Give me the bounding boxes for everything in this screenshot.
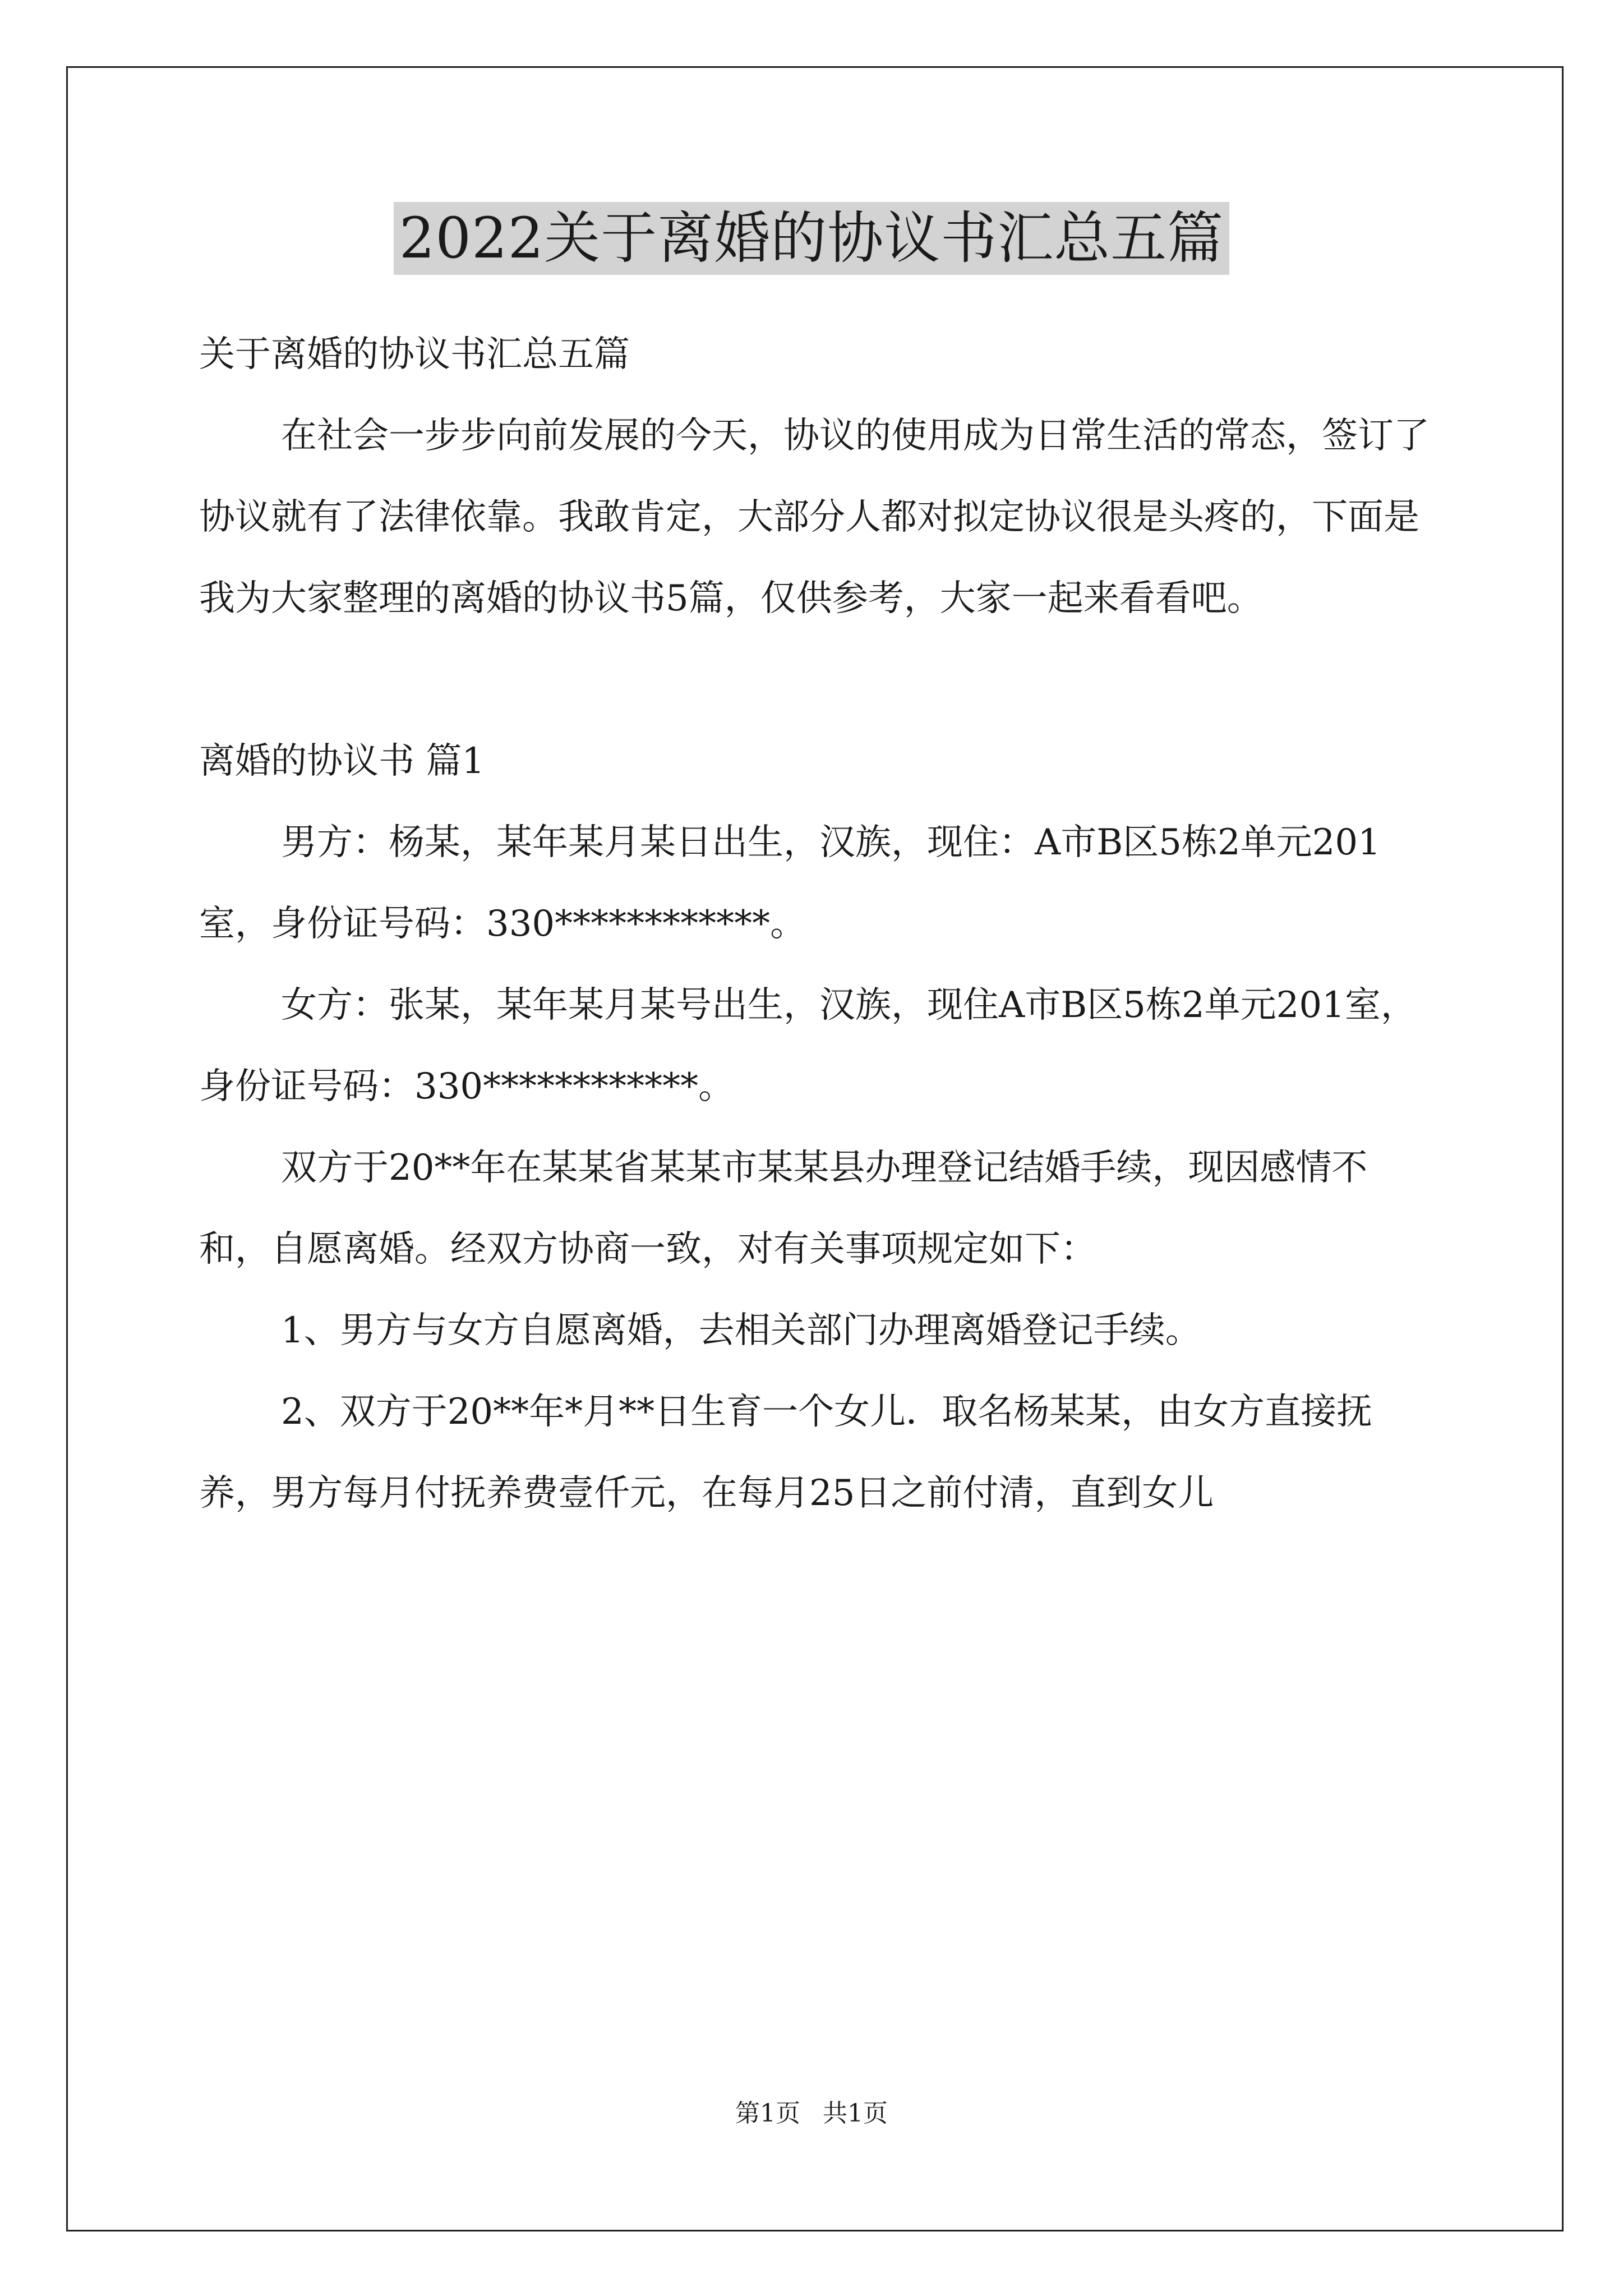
paragraph-marriage-background: 双方于20**年在某某省某某市某某县办理登记结婚手续，现因感情不和，自愿离婚。经双方协商一致，对有关事项规定如下： <box>199 1147 1368 1270</box>
intro-paragraph: 在社会一步步向前发展的今天，协议的使用成为日常生活的常态，签订了协议就有了法律依靠。我敢肯定，大部分人都对拟定协议很是头疼的，下面是我为大家整理的离婚的协议书5篇，仅供参考，大家一起来看看吧。 <box>199 415 1430 619</box>
paragraph-clause-2: 2、双方于20**年*月**日生育一个女儿．取名杨某某，由女方直接抚养，男方每月付抚养费壹仟元，在每月25日之前付清，直到女儿 <box>199 1391 1373 1514</box>
section-heading: 离婚的协议书 篇1 <box>199 740 485 782</box>
section-spacer <box>199 639 1433 721</box>
page-total: 共1页 <box>823 2099 888 2128</box>
paragraph-clause-1: 1、男方与女方自愿离婚，去相关部门办理离婚登记手续。 <box>281 1310 1201 1351</box>
page-footer <box>0 2097 1623 2131</box>
document-subtitle: 关于离婚的协议书汇总五篇 <box>199 334 630 375</box>
paragraph-female-party: 女方：张某，某年某月某号出生，汉族，现住A市B区5栋2单元201室，身份证号码：330************。 <box>199 984 1417 1107</box>
page-number: 第1页 <box>735 2099 800 2128</box>
document-body <box>199 314 1433 1534</box>
title-container <box>0 202 1623 275</box>
paragraph-male-party: 男方：杨某，某年某月某日出生，汉族，现住：A市B区5栋2单元201室，身份证号码：330************。 <box>199 822 1381 945</box>
document-title: 2022关于离婚的协议书汇总五篇 <box>394 202 1230 275</box>
